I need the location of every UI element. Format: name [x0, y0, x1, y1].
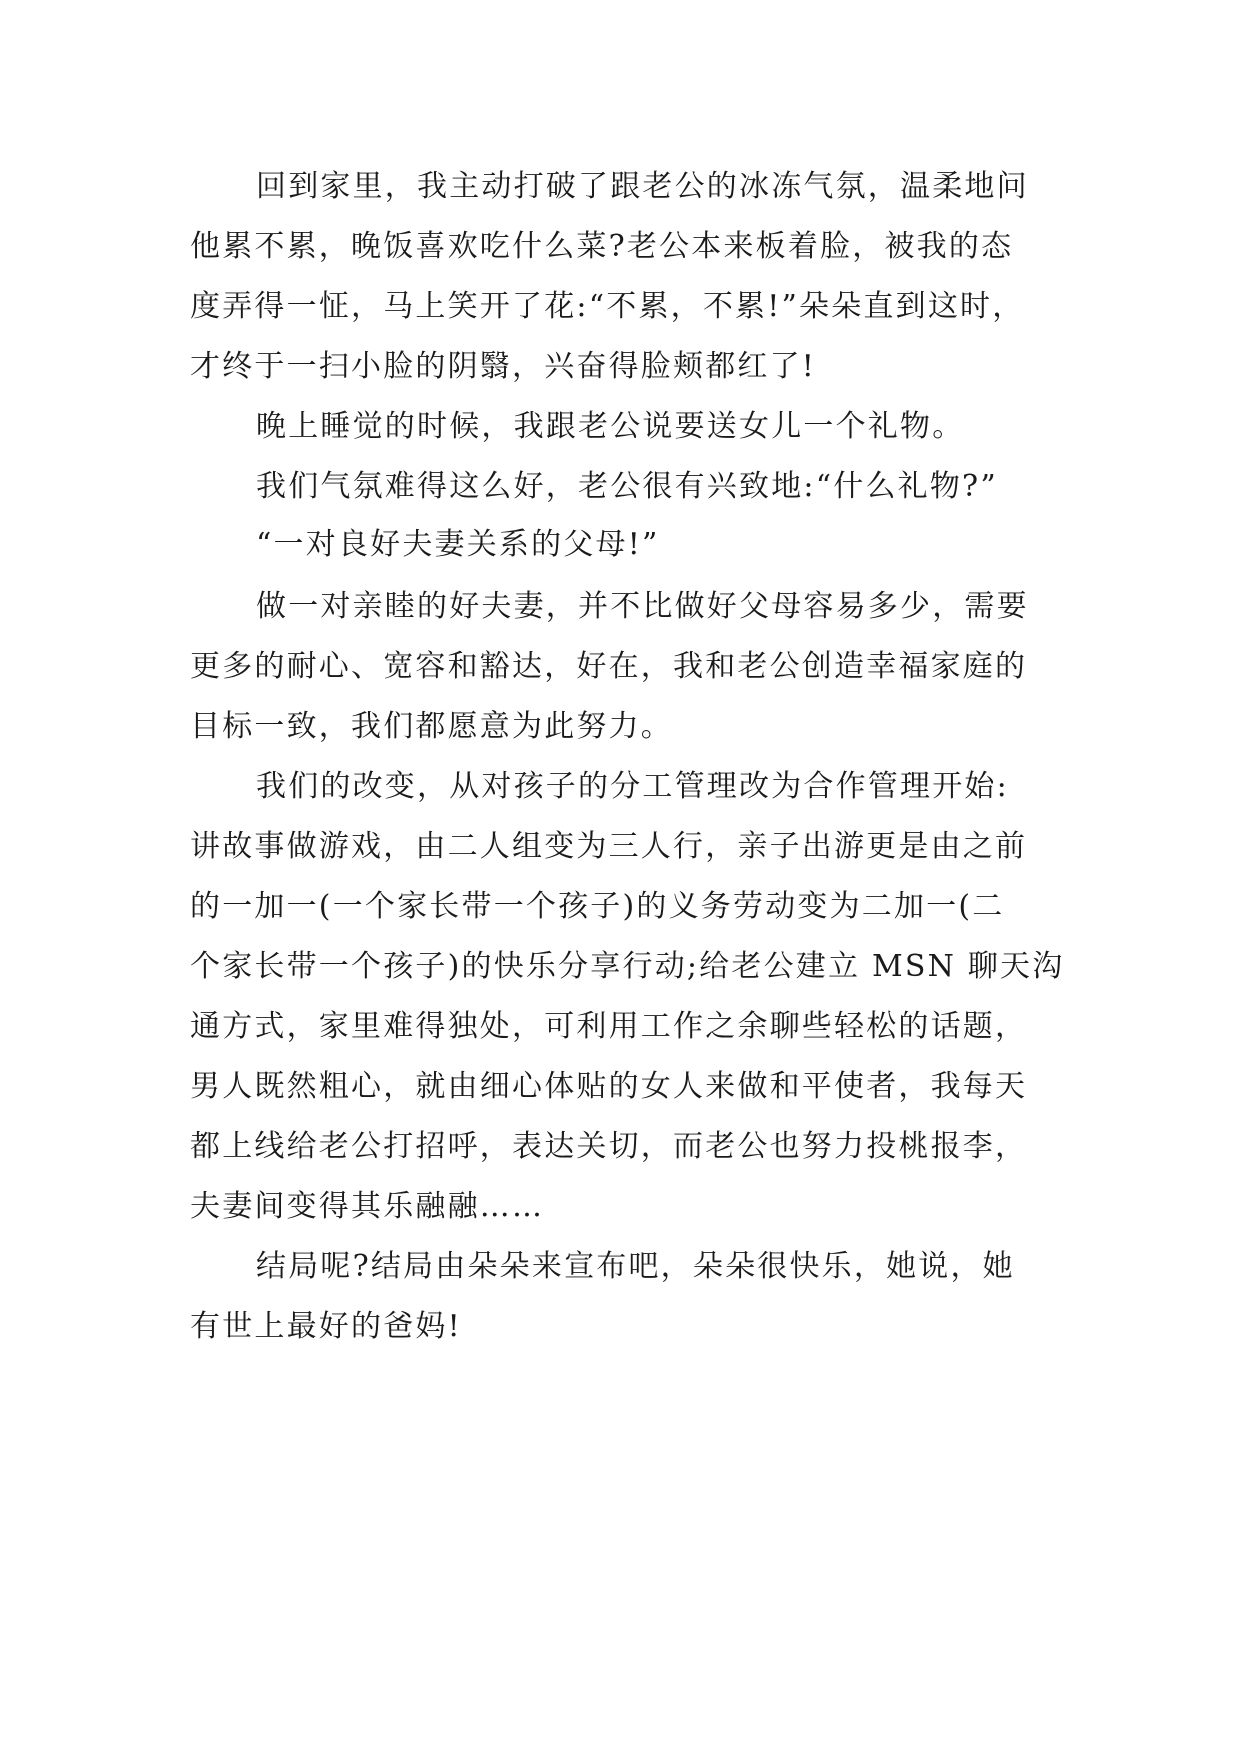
text-line: 做一对亲睦的好夫妻，并不比做好父母容易多少，需要 [256, 589, 1029, 624]
text-line: 结局呢?结局由朵朵来宣布吧，朵朵很快乐，她说，她 [256, 1249, 1015, 1284]
text-line: 夫妻间变得其乐融融…… [190, 1189, 545, 1224]
text-line: 他累不累，晚饭喜欢吃什么菜?老公本来板着脸，被我的态 [190, 229, 1014, 264]
text-line: 男人既然粗心，就由细心体贴的女人来做和平使者，我每天 [190, 1069, 1028, 1104]
text-line: 才终于一扫小脸的阴翳，兴奋得脸颊都红了! [190, 349, 817, 384]
text-line: 我们气氛难得这么好，老公很有兴致地:“什么礼物?” [256, 469, 998, 504]
text-line: 回到家里，我主动打破了跟老公的冰冻气氛，温柔地问 [256, 169, 1029, 204]
text-line: 目标一致，我们都愿意为此努力。 [190, 709, 673, 744]
text-line: 都上线给老公打招呼，表达关切，而老公也努力投桃报李， [190, 1129, 1028, 1164]
text-line: 的一加一(一个家长带一个孩子)的义务劳动变为二加一(二 [190, 889, 1005, 924]
text-line: 个家长带一个孩子)的快乐分享行动;给老公建立 MSN 聊天沟 [190, 949, 1065, 984]
text-line: 度弄得一怔，马上笑开了花:“不累，不累!”朵朵直到这时， [190, 289, 1025, 324]
text-line: 有世上最好的爸妈! [190, 1309, 462, 1344]
text-line: 讲故事做游戏，由二人组变为三人行，亲子出游更是由之前 [190, 829, 1028, 864]
text-line: 晚上睡觉的时候，我跟老公说要送女儿一个礼物。 [256, 409, 965, 444]
text-line: 更多的耐心、宽容和豁达，好在，我和老公创造幸福家庭的 [190, 649, 1028, 684]
text-line: 我们的改变，从对孩子的分工管理改为合作管理开始: [256, 769, 1009, 804]
text-line: “一对良好夫妻关系的父母!” [256, 527, 660, 562]
text-line: 通方式，家里难得独处，可利用工作之余聊些轻松的话题， [190, 1009, 1028, 1044]
